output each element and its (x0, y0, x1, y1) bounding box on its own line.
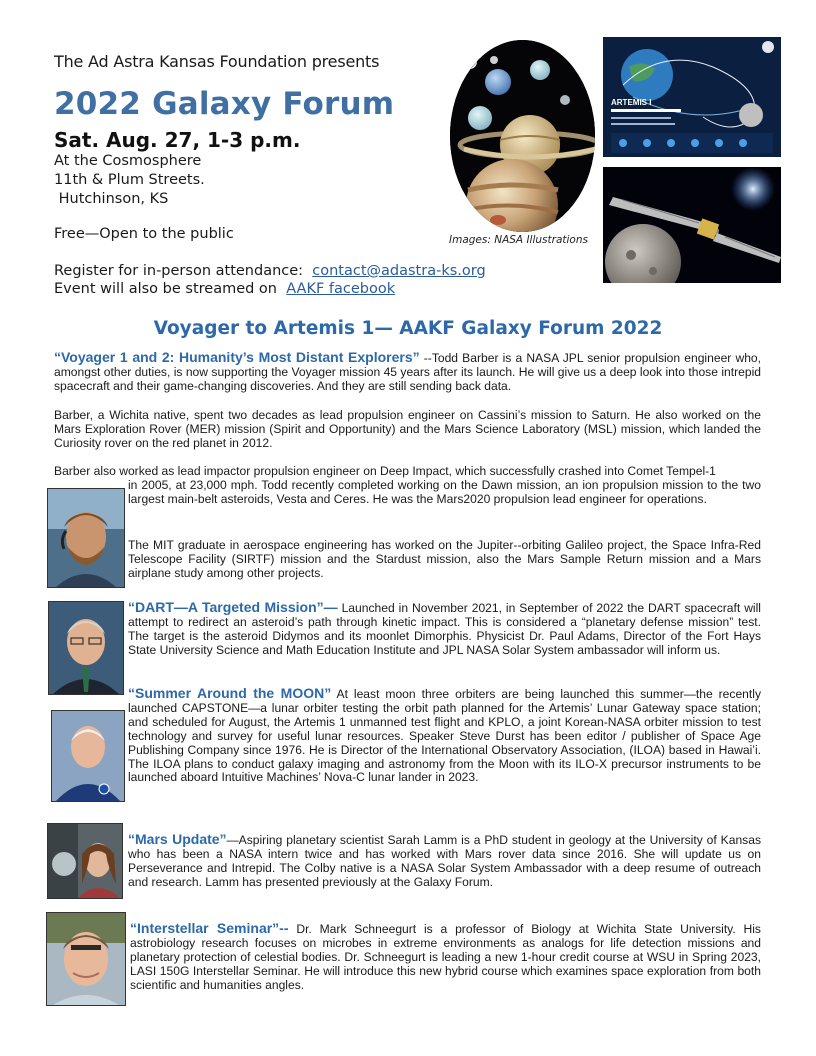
voyager-dawn-text: in 2005, at 23,000 mph. Todd recently completed working on the Dawn mission, an ion propulsion mission to the two largest main-belt asteroids, Vesta and Ceres. He was the Mars2020 propulsion lead engineer for operations. (128, 478, 761, 506)
voyager-intro (54, 351, 761, 394)
moon-text: At least moon three orbiters are being launched this summer—the recently launched CAPSTONE—a lunar orbiter testing the orbit path planned for the Artemis’ Lunar Gateway space station; and scheduled for August, the Artemis 1 unmanned test flight and KPLO, a joint Korean-NASA orbiter mission to test technology and survey for useful lunar resources. Speaker Steve Durst has been editor / publisher of Space Age Publishing Company since 1976. He is Director of the International Observatory Association, (ILOA) based in Hawai’i. The ILOA plans to conduct galaxy imaging and astronomy from the Moon with its ILO-X precursor instruments to be launched aboard Intuitive Machines’ Nova-C lunar lander in 2023. (128, 687, 761, 785)
section-title: Voyager to Artemis 1— AAKF Galaxy Forum 2022 (153, 318, 663, 339)
voyager-lead: “Voyager 1 and 2: Humanity’s Most Distant Explorers” (54, 349, 420, 365)
stream-line (54, 281, 395, 297)
todd-barber-photo (47, 488, 125, 588)
artemis-mission-graphic (603, 37, 781, 157)
mark-schneegurt-photo (46, 912, 126, 1006)
register-line (54, 263, 486, 279)
mars-text: —Aspiring planetary scientist Sarah Lamm is a PhD student in geology at the University of Kansas who has been a NASA intern twice and has worked with Mars rover data since 2016. She will update us on Perseverance and Intrepid. The Colby native is a NASA Solar System Ambassador with a deep resume of outreach and research. Lamm has presented previously at the Galaxy Forum. (128, 833, 761, 889)
interstellar-description (130, 922, 761, 993)
steve-durst-photo (51, 710, 125, 802)
event-title: 2022 Galaxy Forum (54, 86, 395, 122)
images-caption: Images: NASA Illustrations (449, 234, 588, 246)
venue-line-1: At the Cosmosphere (54, 153, 202, 169)
dart-description (128, 601, 761, 658)
moon-description (128, 687, 761, 785)
presenter-line: The Ad Astra Kansas Foundation presents (54, 52, 380, 71)
mars-description (128, 833, 761, 890)
voyager-barber-bio: Barber, a Wichita native, spent two decades as lead propulsion engineer on Cassini’s mission to Saturn. He also worked on the Mars Exploration Rover (MER) mission (Spirit and Opportunity) and the Mars Science Laboratory (MSL) mission, which landed the Curiosity rover on the red planet in 2012. (54, 408, 761, 450)
interstellar-lead: “Interstellar Seminar”-- (130, 920, 289, 936)
dart-lead: “DART—A Targeted Mission”— (128, 599, 338, 615)
dart-spacecraft-graphic (603, 167, 781, 283)
interstellar-text: Dr. Mark Schneegurt is a professor of Biology at Wichita State University. His astrobiology research focuses on microbes in extreme environments as analogs for life detection missions and planetary protection of celestial bodies. Dr. Schneegurt is leading a new 1-hour credit course at WSU in Spring 2023, LASI 150G Interstellar Seminar. He will introduce this new hybrid course which examines space exploration from both scientific and humanities angles. (130, 922, 761, 992)
paul-adams-photo (48, 601, 124, 695)
dart-text: Launched in November 2021, in September of 2022 the DART spacecraft will attempt to redirect an asteroid’s path through kinetic impact. This is considered a “planetary defense mission” test. The target is the asteroid Didymos and its moonlet Dimorphis. Physicist Dr. Paul Adams, Director of the Fort Hays State University Science and Math Education Institute and JPL NASA Solar System ambassador will inform us. (128, 601, 761, 657)
register-email-link[interactable]: contact@adastra-ks.org (312, 263, 486, 279)
voyager-text: --Todd Barber is a NASA JPL senior propulsion engineer who, amongst other duties, is now supporting the Voyager mission 45 years after its launch. He will give us a deep look into those intrepid spacecraft and their game-changing discoveries. And they are still sending back data. (54, 351, 762, 393)
voyager-deep-impact-line: Barber also worked as lead impactor propulsion engineer on Deep Impact, which successfully crashed into Comet Tempel-1 (54, 464, 716, 478)
artemis-graphic-label: ARTEMIS I (611, 98, 652, 107)
sarah-lamm-photo (47, 823, 123, 899)
mars-lead: “Mars Update” (128, 831, 227, 847)
planets-illustration (450, 40, 595, 232)
event-date: Sat. Aug. 27, 1-3 p.m. (54, 128, 301, 152)
venue-line-2: 11th & Plum Streets. (54, 172, 205, 188)
stream-text: Event will also be streamed on (54, 281, 287, 297)
facebook-link[interactable]: AAKF facebook (286, 281, 396, 297)
venue-line-3: Hutchinson, KS (54, 191, 169, 207)
register-text: Register for in-person attendance: (54, 263, 313, 279)
moon-lead: “Summer Around the MOON” (128, 685, 332, 701)
admission-note: Free—Open to the public (54, 226, 234, 242)
voyager-mit-text: The MIT graduate in aerospace engineering has worked on the Jupiter--orbiting Galileo project, the Space Infra-Red Telescope Facility (SIRTF) mission and the Stardust mission, also the Mars Sample Return mission and a Mars airplane study among other projects. (128, 538, 761, 580)
